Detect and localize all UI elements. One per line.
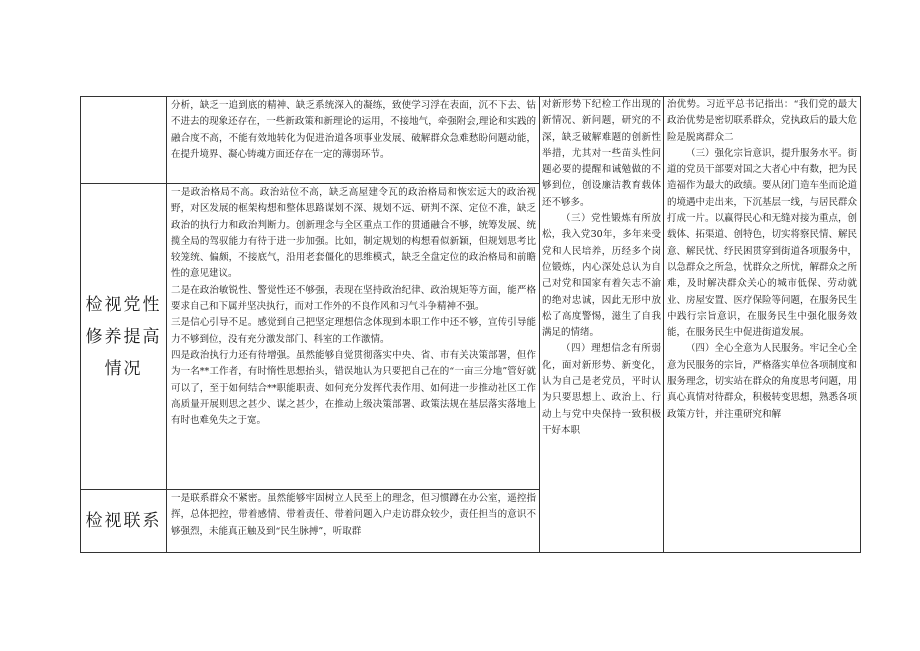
col4-paragraph-2: （三）强化宗旨意识，提升服务水平。街道的党员干部要对国之大者心中有数，把为民造福作为最大的政绩。要从闭门造车坐而论道的境遇中走出来，下沉基层一线，与居民群众打成一片。以赢得民心和无缝对接为重点，创载体、拓渠道、创特色，切实将察民情、解民意、解民忧、纾民困贯穿到街道各项服务中，以急群众之所急，忧群众之所忧，解群众之所难，及时解决群众关心的城市低保、劳动就业、房屋安置、医疗保险等问题，在服务民生中践行宗旨意识，在服务民生中强化服务效能，在服务民生中促进街道发展。: [667, 147, 858, 339]
heading-line: 检视联系: [85, 511, 162, 531]
improvement-plan-cell: [664, 97, 861, 553]
row-heading-party-spirit: [81, 184, 167, 490]
col3-paragraph-1: 对新形势下纪检工作出现的新情况、新问题，研究的不深，缺乏破解难题的创新性举措，尤其对一些苗头性问题必要的提醒和诫勉做的不够到位，创设廉洁教育载体还不够多。: [542, 99, 661, 208]
row2-analysis-cell: [167, 184, 540, 490]
row2-paragraph-2: 二是在政治敏锐性、警觉性还不够强，表现在坚持政治纪律、政治规矩等方面，能严格要求自己和下属并坚决执行，而对工作外的不良作风和习气斗争精神不强。: [171, 284, 536, 313]
col4-paragraph-1: 治优势。习近平总书记指出：“我们党的最大政治优势是密切联系群众，党执政后的最大危险是脱离群众二: [667, 99, 858, 143]
row2-paragraph-4: 四是政治执行力还有待增强。虽然能够自觉贯彻落实中央、省、市有关决策部署，但作为一名**工作者，有时惰性思想抬头，错误地认为只要把自己在的“一亩三分地”管好就可以了，至于如何结合**职能职责、如何充分发挥代表作用、如何进一步推动社区工作高质量开展则思之甚少、谋之甚少，在推动上级决策部署、政策法规在基层落实落地上有时也难免失之于宽。: [171, 349, 536, 427]
heading-line: 情况: [104, 358, 143, 379]
col3-paragraph-3: （四）理想信念有所弱化，面对新形势、新变化，认为自己是老党员，平时认为只要思想上、政治上、行动上与党中央保持一致积极干好本职: [542, 343, 661, 436]
row-heading-contact: [81, 490, 167, 553]
row3-paragraph: 一是联系群众不紧密。虽然能够牢固树立人民至上的理念，但习惯蹲在办公室，遥控指挥，总体把控，带着感情、带着责任、带着问题入户走访群众较少，责任担当的意识不够强烈，未能真正触及到“民生脉搏”，听取群: [171, 493, 536, 537]
row-heading-empty: [81, 97, 167, 184]
row1-paragraph: 分析，缺乏一追到底的精神、缺乏系统深入的凝练，致使学习浮在表面，沉不下去、钻不进去的现象还存在，一些新政策和新理论的运用，不接地气，牵强附会,理论和实践的融合度不高，不能有效地转化为促进治道各项事业发展、破解群众急难愁盼问题动能，在提升境界、凝心铸魂方面还存在一定的薄弱环节。: [171, 100, 536, 160]
row3-analysis-cell: [167, 490, 540, 553]
review-table: [80, 96, 861, 553]
row2-paragraph-3: 三是信心引导不足。感觉到自己把坚定理想信念体现到本职工作中还不够，宣传引导能力不够到位，没有充分激发部门、科室的工作激情。: [171, 317, 536, 345]
row2-paragraph-1: 一是政治格局不高。政治站位不高，缺乏高屋建令瓦的政治格局和恢宏远大的政治视野，对区发展的框架构想和整体思路谋划不深、规划不远、研判不深、定位不准，缺乏政治的执行力和政治判断力。创新理念与全区重点工作的贯通融合不够，统筹发展、统揽全局的驾驭能力有待于进一步加强。比如，制定规划的构想看似新颖，但规划思考比较笼统、偏颇，不接底气，沿用老套僵化的思维模式，缺乏全盘定位的政治格局和前瞻性的意见建议。: [171, 187, 536, 280]
rectification-measures-cell: [540, 97, 664, 553]
heading-line: 检视党性: [85, 294, 162, 315]
col3-paragraph-2: （三）党性锻炼有所放松，我入党30年，多年来受党和人民培养，历经多个岗位锻炼，内心深处总认为自己对党和国家有着矢志不渝的绝对忠诚，因此无形中放松了高度警惕，滋生了自我满足的情绪。: [542, 213, 661, 339]
heading-line: 修养提高: [85, 326, 162, 347]
col4-paragraph-3: （四）全心全意为人民服务。牢记全心全意为民服务的宗旨，严格落实单位各项制度和服务理念，切实站在群众的角度思考问题，用真心真情对待群众，积极转变思想，熟悉各项政策方针，并注重研究和解: [667, 343, 858, 420]
row1-analysis-cell: [167, 97, 540, 184]
